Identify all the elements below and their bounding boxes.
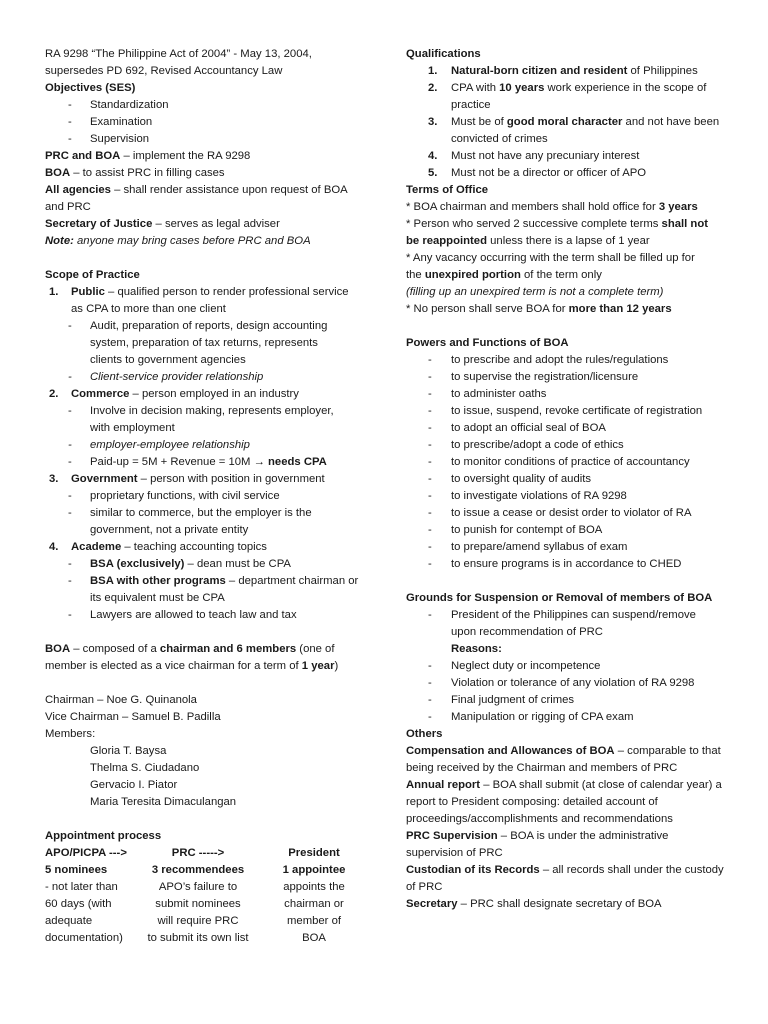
power-item: - to prepare/amend syllabus of exam bbox=[406, 539, 731, 556]
scope-term: Academe bbox=[71, 541, 122, 553]
terms-line bbox=[406, 267, 731, 284]
terms-line bbox=[406, 199, 731, 216]
reason-item: - Manipulation or rigging of CPA exam bbox=[406, 709, 731, 726]
qualification-item bbox=[406, 80, 726, 114]
scope-term: Commerce bbox=[71, 388, 130, 400]
scope-number: 4. bbox=[49, 541, 59, 553]
left-column bbox=[45, 46, 390, 947]
scope-sub-item: - similar to commerce, but the employer is the government, not a private entity bbox=[45, 505, 335, 539]
scope-item-government bbox=[45, 471, 390, 488]
appointment-cell: 5 nominees bbox=[45, 864, 108, 876]
power-item: - to prescribe and adopt the rules/regulations bbox=[406, 352, 731, 369]
scope-item-commerce bbox=[45, 386, 390, 403]
appointment-header bbox=[137, 845, 259, 862]
secjus-term: Secretary of Justice bbox=[45, 218, 153, 230]
agencies-desc: – shall render assistance upon request of BOA bbox=[110, 184, 348, 196]
secjus-desc: – serves as legal adviser bbox=[152, 218, 280, 230]
terms-line: (filling up an unexpired term is not a complete term) bbox=[406, 286, 664, 298]
terms-text: the bbox=[406, 269, 425, 281]
scope-number: 1. bbox=[49, 286, 59, 298]
scope-number: 2. bbox=[49, 388, 59, 400]
boa-composition-line-2 bbox=[45, 658, 390, 675]
reason-item: - Violation or tolerance of any violation of RA 9298 bbox=[406, 675, 731, 692]
reason-item: - Final judgment of crimes bbox=[406, 692, 731, 709]
others-line bbox=[406, 743, 731, 760]
scope-desc: – person employed in an industry bbox=[129, 388, 299, 400]
appointment-cell: adequate bbox=[45, 915, 93, 927]
appointment-cell: submit nominees bbox=[155, 898, 241, 910]
boa-comp-bold: 1 year bbox=[301, 660, 335, 672]
qual-text: Must not be a director or officer of APO bbox=[451, 167, 647, 179]
scope-sub-item bbox=[45, 573, 365, 607]
scope-term: Public bbox=[71, 286, 105, 298]
members-label: Members: bbox=[45, 728, 96, 740]
reasons-label: Reasons: bbox=[451, 643, 502, 655]
qual-text: Must not have any precuniary interest bbox=[451, 150, 640, 162]
arrow-right-icon: → bbox=[253, 456, 265, 468]
others-term: Compensation and Allowances of BOA bbox=[406, 745, 615, 757]
appointment-cell: - not later than bbox=[45, 881, 118, 893]
appointment-cell: appoints the bbox=[283, 881, 345, 893]
appointment-cell: 60 days (with bbox=[45, 898, 112, 910]
power-item: - to issue, suspend, revoke certificate of registration bbox=[406, 403, 731, 420]
qual-number: 1. bbox=[428, 65, 438, 77]
terms-bold: unexpired portion bbox=[424, 269, 521, 281]
terms-bold: be reappointed bbox=[406, 235, 487, 247]
bsa-other-term: BSA with other programs bbox=[90, 575, 226, 587]
reason-item: - Neglect duty or incompetence bbox=[406, 658, 731, 675]
others-line bbox=[406, 862, 731, 879]
appointment-cell: BOA bbox=[302, 932, 326, 944]
power-item: - to oversight quality of audits bbox=[406, 471, 731, 488]
objective-item: - Supervision bbox=[45, 131, 390, 148]
power-item: - to investigate violations of RA 9298 bbox=[406, 488, 731, 505]
others-term: Annual report bbox=[406, 779, 481, 791]
qual-number: 4. bbox=[428, 150, 438, 162]
boa-desc: – to assist PRC in filling cases bbox=[70, 167, 225, 179]
boa-comp-bold: chairman and 6 members bbox=[159, 643, 297, 655]
power-item: - to punish for contempt of BOA bbox=[406, 522, 731, 539]
boa-comp-text: ) bbox=[334, 660, 339, 672]
terms-text: * Person who served 2 successive complete terms bbox=[406, 218, 662, 230]
others-text: – BOA is under the administrative bbox=[497, 830, 669, 842]
qualification-item bbox=[406, 114, 731, 148]
agencies-term: All agencies bbox=[45, 184, 111, 196]
appointment-cell: documentation) bbox=[45, 932, 123, 944]
scope-item-public-cont: as CPA to more than one client bbox=[71, 303, 226, 315]
qual-text: of Philippines bbox=[627, 65, 698, 77]
power-item: - to monitor conditions of practice of accountancy bbox=[406, 454, 731, 471]
qual-bold: Natural-born citizen and resident bbox=[451, 65, 628, 77]
boa-composition-line bbox=[45, 641, 390, 658]
grounds-heading: Grounds for Suspension or Removal of members of BOA bbox=[406, 592, 713, 604]
terms-bold: shall not bbox=[661, 218, 708, 230]
scope-sub-item: - Client-service provider relationship bbox=[45, 369, 390, 386]
others-text: – BOA shall submit (at close of calendar year) a bbox=[480, 779, 722, 791]
appointment-cell: member of bbox=[287, 915, 341, 927]
objective-item: - Examination bbox=[45, 114, 390, 131]
others-text: – all records shall under the custody bbox=[539, 864, 724, 876]
terms-text: unless there is a lapse of 1 year bbox=[486, 235, 650, 247]
appointment-cell: APO’s failure to bbox=[158, 881, 238, 893]
qual-number: 5. bbox=[428, 167, 438, 179]
scope-sub-item: - proprietary functions, with civil service bbox=[45, 488, 390, 505]
note-line bbox=[45, 233, 390, 250]
appointment-cell: to submit its own list bbox=[147, 932, 249, 944]
others-heading: Others bbox=[406, 728, 443, 740]
bsa-exclusive-desc: – dean must be CPA bbox=[184, 558, 291, 570]
terms-bold: more than 12 years bbox=[568, 303, 672, 315]
terms-line bbox=[406, 216, 731, 233]
power-item: - to administer oaths bbox=[406, 386, 731, 403]
others-term: Secretary bbox=[406, 898, 458, 910]
scope-sub-item: - employer-employee relationship bbox=[45, 437, 390, 454]
terms-text: of the term only bbox=[520, 269, 602, 281]
member-name: Gloria T. Baysa bbox=[90, 745, 167, 757]
power-item: - to issue a cease or desist order to violator of RA bbox=[406, 505, 731, 522]
terms-heading: Terms of Office bbox=[406, 184, 489, 196]
appointment-cell: chairman or bbox=[284, 898, 344, 910]
note-desc: anyone may bring cases before PRC and BOA bbox=[73, 235, 311, 247]
scope-sub-item bbox=[45, 556, 390, 573]
appointment-cell: 1 appointee bbox=[282, 864, 346, 876]
qual-text: Must be of bbox=[451, 116, 507, 128]
paidup-text: Paid-up = 5M + Revenue = 10M bbox=[90, 456, 254, 468]
appointment-table bbox=[45, 845, 390, 947]
secjus-line bbox=[45, 216, 390, 233]
boa-comp-text: – composed of a bbox=[70, 643, 160, 655]
prc-boa-line bbox=[45, 148, 390, 165]
arrow-text: -----> bbox=[195, 847, 225, 859]
qual-bold: 10 years bbox=[499, 82, 545, 94]
others-line bbox=[406, 828, 731, 845]
appointment-cell: 3 recommendees bbox=[151, 864, 245, 876]
terms-line bbox=[406, 233, 731, 250]
qualification-item bbox=[406, 148, 731, 165]
appointment-cell: will require PRC bbox=[157, 915, 239, 927]
appointment-header bbox=[45, 845, 137, 862]
apo-label: APO/PICPA bbox=[45, 847, 106, 859]
boa-term: BOA bbox=[45, 643, 71, 655]
appointment-heading: Appointment process bbox=[45, 830, 162, 842]
arrow-text: ---> bbox=[105, 847, 127, 859]
scope-number: 3. bbox=[49, 473, 59, 485]
qualifications-heading: Qualifications bbox=[406, 48, 481, 60]
scope-item-public bbox=[45, 284, 390, 301]
scope-sub-item: - Involve in decision making, represents employer, with employment bbox=[45, 403, 345, 437]
agencies-line bbox=[45, 182, 390, 199]
qual-text: CPA with bbox=[451, 82, 500, 94]
terms-text: * BOA chairman and members shall hold office for bbox=[406, 201, 659, 213]
power-item: - to supervise the registration/licensure bbox=[406, 369, 731, 386]
terms-text: * No person shall serve BOA for bbox=[406, 303, 569, 315]
terms-line: * Any vacancy occurring with the term shall be filled up for bbox=[406, 252, 695, 264]
act-supersedes-line: supersedes PD 692, Revised Accountancy Law bbox=[45, 65, 283, 77]
scope-desc: – teaching accounting topics bbox=[121, 541, 267, 553]
others-line bbox=[406, 896, 731, 913]
others-term: PRC Supervision bbox=[406, 830, 498, 842]
prc-label: PRC bbox=[171, 847, 196, 859]
act-title-line: RA 9298 “The Philippine Act of 2004” - May 13, 2004, bbox=[45, 48, 312, 60]
powers-heading: Powers and Functions of BOA bbox=[406, 337, 569, 349]
qual-number: 2. bbox=[428, 82, 438, 94]
others-line: report to President composing: detailed account of bbox=[406, 796, 658, 808]
boa-line bbox=[45, 165, 390, 182]
grounds-item: - President of the Philippines can suspend/remove upon recommendation of PRC bbox=[406, 607, 716, 641]
power-item: - to adopt an official seal of BOA bbox=[406, 420, 731, 437]
scope-sub-item: - Lawyers are allowed to teach law and tax bbox=[45, 607, 390, 624]
member-name: Gervacio I. Piator bbox=[90, 779, 178, 791]
others-line: proceedings/accomplishments and recommendations bbox=[406, 813, 673, 825]
right-column bbox=[406, 46, 731, 913]
needs-cpa-text: needs CPA bbox=[264, 456, 327, 468]
chairman-line: Chairman – Noe G. Quinanola bbox=[45, 694, 197, 706]
others-term: Custodian of its Records bbox=[406, 864, 540, 876]
qual-number: 3. bbox=[428, 116, 438, 128]
scope-desc: – qualified person to render professional service bbox=[104, 286, 349, 298]
qual-text: work experience in the scope of practice bbox=[451, 82, 707, 111]
scope-heading: Scope of Practice bbox=[45, 269, 140, 281]
scope-sub-item bbox=[45, 454, 390, 471]
terms-bold: 3 years bbox=[658, 201, 698, 213]
prc-boa-desc: – implement the RA 9298 bbox=[120, 150, 251, 162]
power-item: - to ensure programs is in accordance to CHED bbox=[406, 556, 731, 573]
note-term: Note: bbox=[45, 235, 74, 247]
prc-boa-term: PRC and BOA bbox=[45, 150, 121, 162]
boa-term: BOA bbox=[45, 167, 71, 179]
scope-item-academe bbox=[45, 539, 390, 556]
objectives-heading: Objectives (SES) bbox=[45, 82, 136, 94]
others-text: – PRC shall designate secretary of BOA bbox=[457, 898, 662, 910]
scope-term: Government bbox=[71, 473, 138, 485]
scope-desc: – person with position in government bbox=[137, 473, 325, 485]
agencies-line-2: and PRC bbox=[45, 201, 91, 213]
scope-sub-item: - Audit, preparation of reports, design accounting system, preparation of tax returns, represents clients to government agencies bbox=[45, 318, 345, 369]
boa-comp-text: (one of bbox=[296, 643, 335, 655]
boa-comp-text: member is elected as a vice chairman for a term of bbox=[45, 660, 302, 672]
objective-item: - Standardization bbox=[45, 97, 390, 114]
member-name: Thelma S. Ciudadano bbox=[90, 762, 200, 774]
appointment-header: President bbox=[288, 847, 340, 859]
qual-text: and not have been convicted of crimes bbox=[451, 116, 720, 145]
others-line: supervision of PRC bbox=[406, 847, 503, 859]
power-item: - to prescribe/adopt a code of ethics bbox=[406, 437, 731, 454]
others-text: – comparable to that bbox=[614, 745, 721, 757]
others-line: of PRC bbox=[406, 881, 443, 893]
qual-bold: good moral character bbox=[506, 116, 623, 128]
terms-line bbox=[406, 301, 731, 318]
others-line: being received by the Chairman and members of PRC bbox=[406, 762, 678, 774]
others-line bbox=[406, 777, 731, 794]
vice-chairman-line: Vice Chairman – Samuel B. Padilla bbox=[45, 711, 221, 723]
bsa-other-desc: – department chairman or its equivalent must be CPA bbox=[90, 575, 359, 604]
bsa-exclusive-term: BSA (exclusively) bbox=[90, 558, 185, 570]
qualification-item bbox=[406, 63, 731, 80]
member-name: Maria Teresita Dimaculangan bbox=[90, 796, 237, 808]
qualification-item bbox=[406, 165, 731, 182]
